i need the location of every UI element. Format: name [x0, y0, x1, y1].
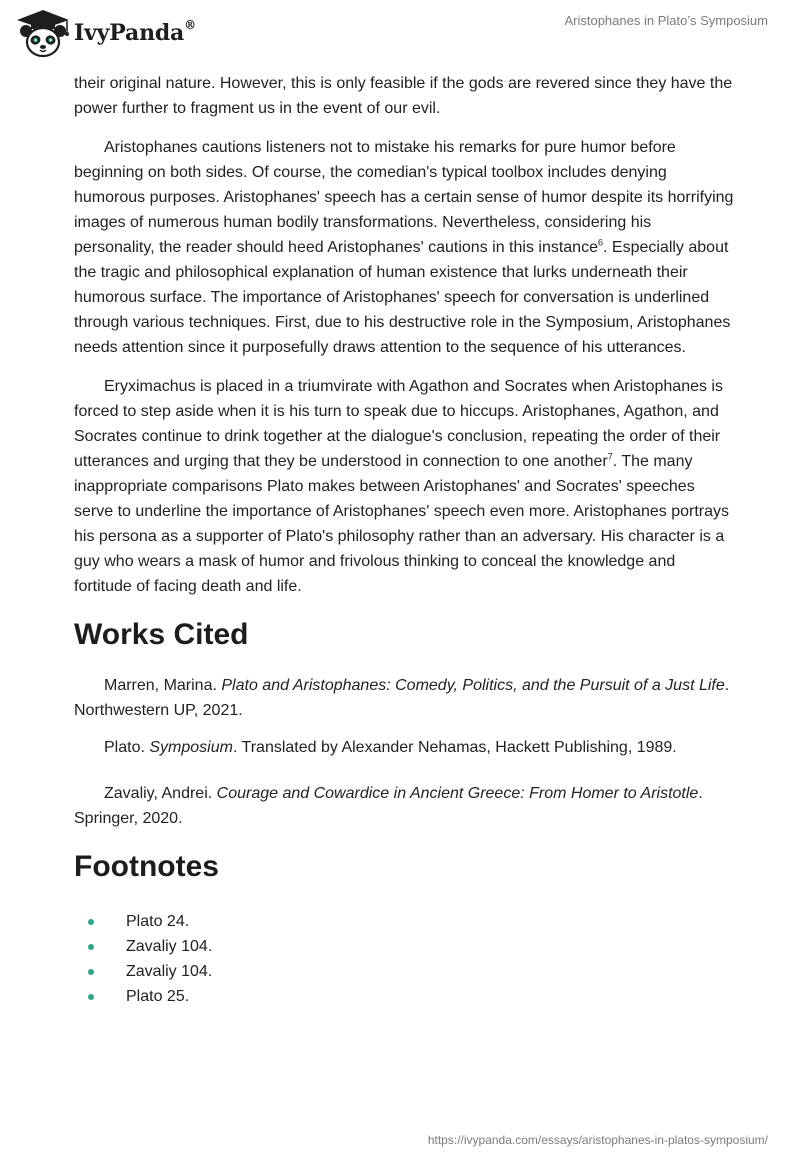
essay-content: [74, 71, 734, 1009]
brand-name: IvyPanda®: [74, 18, 196, 46]
body-paragraph-3: Eryximachus is placed in a triumvirate with Agathon and Socrates when Aristophanes is forced to step aside when it is his turn to speak due to hiccups. Aristophanes, Agathon, and Socrates continue to drink together at the dialogue's conclusion, repeating the order of their utterances and urging that they be understood in connection to one another$^7$. The many inappropriate comparisons Plato makes between Aristophanes' and Socrates' speeches serve to underline the importance of Aristophanes' speech even more. Aristophanes portrays his persona as a supporter of Plato's philosophy rather than an adversary. His character is a guy who wears a mask of humor and frivolous thinking to conceal the knowledge and fortitude of facing death and life.: [74, 378, 729, 595]
footnotes-heading: Footnotes: [74, 850, 219, 883]
footnote-item: Plato 24.: [88, 909, 734, 934]
body-paragraph-1: their original nature. However, this is only feasible if the gods are revered since they have the power further to fragment us in the event of our evil.: [74, 75, 733, 117]
citation-entry: Plato. Symposium. Translated by Alexander Nehamas, Hackett Publishing, 1989.: [104, 739, 677, 756]
citation-entry: Marren, Marina. Plato and Aristophanes: Comedy, Politics, and the Pursuit of a Just Life. Northwestern UP, 2021.: [74, 677, 730, 719]
footnote-ref-6[interactable]: 6: [597, 237, 603, 248]
footnotes-list: [74, 909, 734, 1009]
bullet-icon: [88, 969, 94, 975]
ivypanda-logo[interactable]: [14, 7, 196, 59]
bullet-icon: [88, 994, 94, 1000]
bullet-icon: [88, 919, 94, 925]
panda-graduation-cap-icon: [14, 7, 72, 59]
document-title: Aristophanes in Plato’s Symposium: [564, 13, 768, 28]
bullet-icon: [88, 944, 94, 950]
footnote-ref-7[interactable]: 7: [607, 451, 613, 462]
registered-mark: ®: [184, 18, 196, 32]
citation-entry: Zavaliy, Andrei. Courage and Cowardice in Ancient Greece: From Homer to Aristotle. Springer, 2020.: [74, 785, 703, 827]
footnote-item: Zavaliy 104.: [88, 934, 734, 959]
body-paragraph-2: Aristophanes cautions listeners not to mistake his remarks for pure humor before beginning on both sides. Of course, the comedian's typical toolbox includes denying humorous purposes. Aristophanes' speech has a certain sense of humor despite its horrifying images of numerous human bodily transformations. Nevertheless, considering his personality, the reader should heed Aristophanes' cautions in this instance$^6$. Especially about the tragic and philosophical explanation of human existence that lurks underneath their humorous surface. The importance of Aristophanes' speech for conversation is underlined through various techniques. First, due to his destructive role in the Symposium, Aristophanes needs attention since it purposefully draws attention to the sequence of his utterances.: [74, 139, 734, 356]
footnote-item: Plato 25.: [88, 984, 734, 1009]
works-cited-heading: Works Cited: [74, 618, 249, 651]
footnote-item: Zavaliy 104.: [88, 959, 734, 984]
source-url-link[interactable]: https://ivypanda.com/essays/aristophanes-in-platos-symposium/: [427, 1133, 768, 1147]
page-header: [0, 0, 800, 70]
